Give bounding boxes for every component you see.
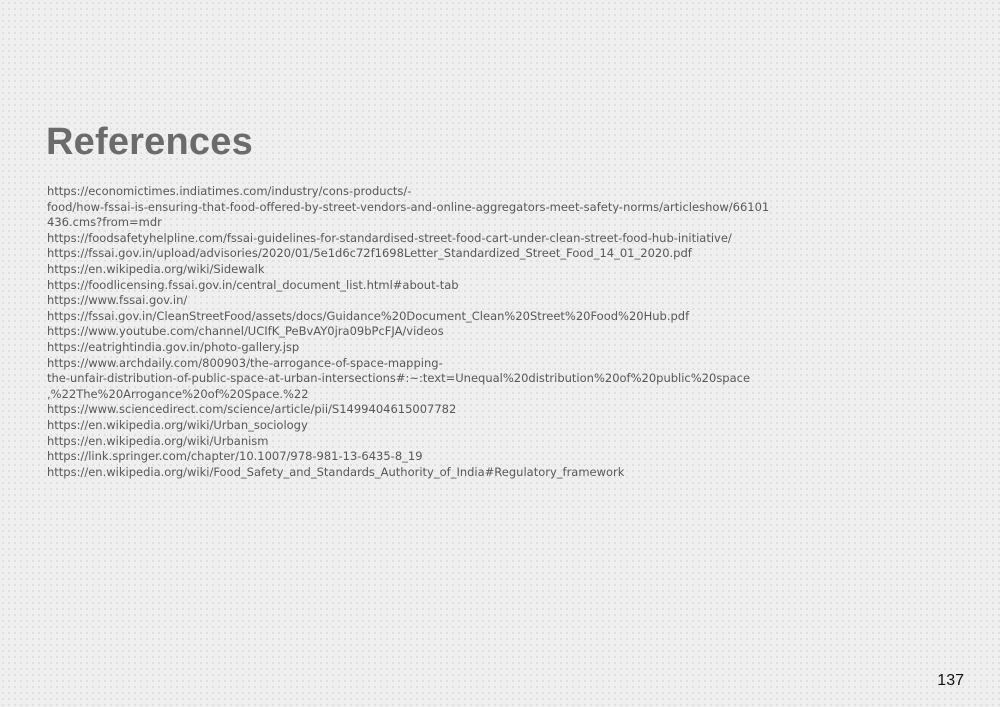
reference-line: https://eatrightindia.gov.in/photo-gallery.jsp bbox=[47, 339, 300, 354]
reference-line: https://en.wikipedia.org/wiki/Food_Safety_and_Standards_Authority_of_India#Regulatory_framework bbox=[47, 464, 625, 479]
reference-line: the-unfair-distribution-of-public-space-at-urban-intersections#:~:text=Unequal%20distribution%20of%20public%20space bbox=[47, 371, 751, 386]
reference-line: https://en.wikipedia.org/wiki/Urbanism bbox=[47, 433, 269, 448]
reference-line: https://fssai.gov.in/CleanStreetFood/assets/docs/Guidance%20Document_Clean%20Street%20Food%20Hub.pdf bbox=[47, 308, 690, 323]
reference-line: https://economictimes.indiatimes.com/industry/cons-products/- bbox=[47, 184, 412, 198]
reference-line: https://www.youtube.com/channel/UCIfK_PeBvAY0jra09bPcFJA/videos bbox=[47, 324, 444, 339]
reference-line: https://fssai.gov.in/upload/advisories/2020/01/5e1d6c72f1698Letter_Standardized_Street_Food_14_01_2020.pdf bbox=[47, 246, 692, 261]
reference-line: https://www.fssai.gov.in/ bbox=[47, 293, 188, 308]
reference-line: https://link.springer.com/chapter/10.1007/978-981-13-6435-8_19 bbox=[47, 449, 423, 464]
reference-list bbox=[47, 184, 807, 480]
page-title: References bbox=[46, 121, 253, 163]
page-number: 137 bbox=[937, 672, 964, 689]
reference-line: https://foodsafetyhelpline.com/fssai-guidelines-for-standardised-street-food-cart-under-clean-street-food-hub-initiative/ bbox=[47, 230, 732, 245]
reference-line: food/how-fssai-is-ensuring-that-food-offered-by-street-vendors-and-online-aggregators-meet-safety-norms/articleshow/66101 bbox=[47, 199, 770, 214]
reference-line: https://www.sciencedirect.com/science/article/pii/S1499404615007782 bbox=[47, 402, 457, 417]
reference-line: 436.cms?from=mdr bbox=[47, 215, 162, 230]
reference-line: ,%22The%20Arrogance%20of%20Space.%22 bbox=[47, 386, 309, 401]
reference-line: https://en.wikipedia.org/wiki/Sidewalk bbox=[47, 261, 265, 276]
reference-line: https://en.wikipedia.org/wiki/Urban_sociology bbox=[47, 417, 308, 432]
reference-line: https://www.archdaily.com/800903/the-arrogance-of-space-mapping- bbox=[47, 355, 443, 370]
reference-line: https://foodlicensing.fssai.gov.in/central_document_list.html#about-tab bbox=[47, 277, 459, 292]
